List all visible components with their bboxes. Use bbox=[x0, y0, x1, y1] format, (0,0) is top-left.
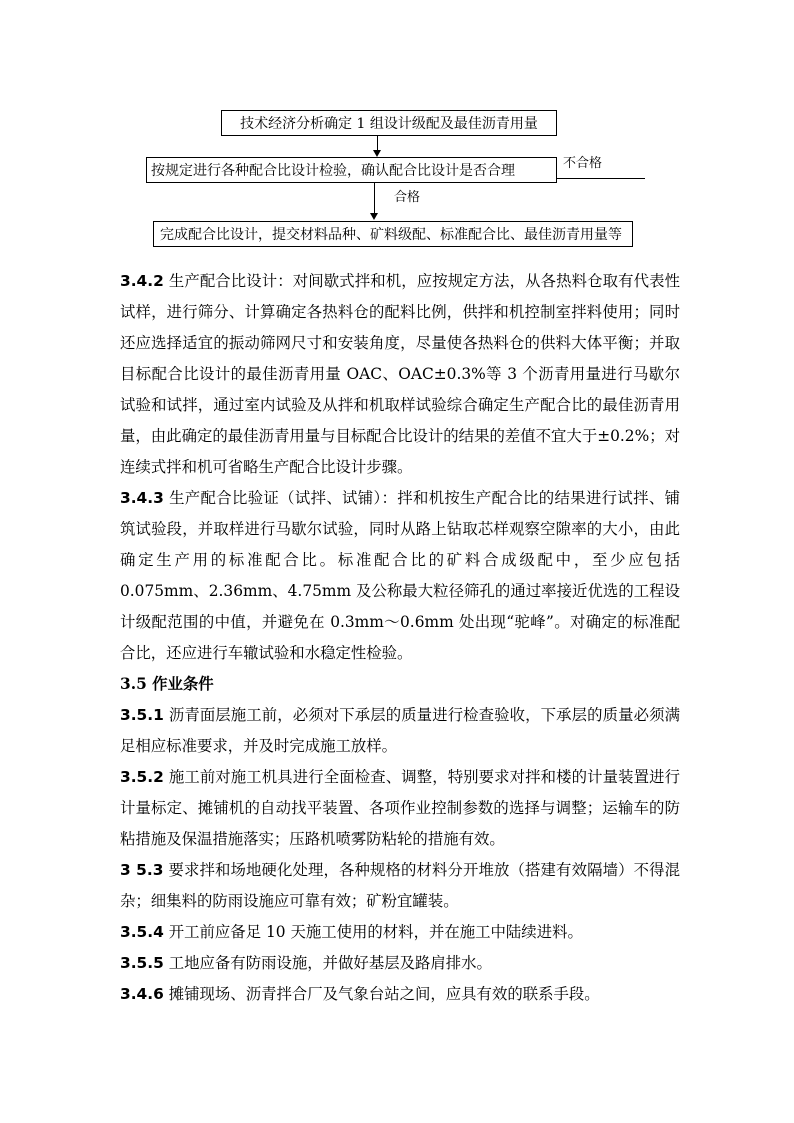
flowchart bbox=[0, 0, 794, 260]
clause-number: 3.5.2 bbox=[120, 768, 164, 786]
section-heading-3-5: 3.5 作业条件 bbox=[120, 675, 214, 693]
clause-3-4-2 bbox=[120, 266, 680, 483]
clause-number: 3.4.3 bbox=[120, 489, 164, 507]
clause-text: 工地应备有防雨设施，并做好基层及路肩排水。 bbox=[168, 954, 492, 972]
clause-text: 生产配合比设计：对间歇式拌和机，应按规定方法，从各热料仓取有代表性试样，进行筛分、计算确定各热料仓的配料比例，供拌和机控制室拌料使用；同时还应选择适宜的振动筛网尺寸和安装角度，尽量使各热料仓的供料大体平衡；并取目标配合比设计的最佳沥青用量 OAC、OAC±0.3%等 3 个沥青用量进行马歇尔试验和试拌，通过室内试验及从拌和机取样试验综合确定生产配合比的最佳沥青用量，由此确定的最佳沥青用量与目标配合比设计的结果的差值不宜大于±0.2%；对连续式拌和机可省略生产配合比设计步骤。 bbox=[120, 272, 680, 476]
clause-number: 3.5.5 bbox=[120, 954, 164, 972]
clause-3-5-1 bbox=[120, 700, 680, 762]
flow-label-fail: 不合格 bbox=[563, 156, 603, 171]
flow-arrow-icon bbox=[373, 150, 381, 157]
clause-3-5-2 bbox=[120, 762, 680, 855]
clause-3-4-3 bbox=[120, 483, 680, 669]
clause-text: 生产配合比验证（试拌、试铺）：拌和机按生产配合比的结果进行试拌、铺筑试验段，并取样进行马歇尔试验，同时从路上钻取芯样观察空隙率的大小，由此确定生产用的标准配合比。标准配合比的矿料合成级配中，至少应包括 0.075mm、2.36mm、4.75mm 及公称最大粒径筛孔的通过率接近优选的工程设计级配范围的中值，并避免在 0.3mm～0.6mm 处出现“驼峰”。对确定的标准配合比，还应进行车辙试验和水稳定性检验。 bbox=[120, 489, 680, 662]
clause-text: 沥青面层施工前，必须对下承层的质量进行检查验收，下承层的质量必须满足相应标准要求，并及时完成施工放样。 bbox=[120, 706, 680, 755]
flow-box-complete-design: 完成配合比设计，提交材料品种、矿料级配、标准配合比、最佳沥青用量等 bbox=[153, 221, 633, 247]
document-body bbox=[120, 266, 680, 1010]
clause-number: 3.4.6 bbox=[120, 985, 164, 1003]
flow-box-mix-verification: 按规定进行各种配合比设计检验，确认配合比设计是否合理 bbox=[146, 157, 557, 183]
flow-connector bbox=[377, 136, 378, 150]
flow-arrow-icon bbox=[370, 213, 378, 220]
clause-3-5-5 bbox=[120, 948, 680, 979]
flow-box-design-gradation: 技术经济分析确定 1 组设计级配及最佳沥青用量 bbox=[221, 110, 557, 136]
clause-number: 3.4.2 bbox=[120, 272, 164, 290]
clause-number: 3.5.1 bbox=[120, 706, 164, 724]
flow-label-pass: 合格 bbox=[394, 190, 421, 205]
clause-text: 摊铺现场、沥青拌合厂及气象台站之间，应具有效的联系手段。 bbox=[168, 985, 600, 1003]
clause-text: 施工前对施工机具进行全面检查、调整，特别要求对拌和楼的计量装置进行计量标定、摊铺机的自动找平装置、各项作业控制参数的选择与调整；运输车的防粘措施及保温措施落实；压路机喷雾防粘轮的措施有效。 bbox=[120, 768, 680, 848]
flow-fail-line bbox=[557, 178, 645, 179]
clause-text: 开工前应备足 10 天施工使用的材料，并在施工中陆续进料。 bbox=[168, 923, 583, 941]
clause-text: 要求拌和场地硬化处理，各种规格的材料分开堆放（搭建有效隔墙）不得混杂；细集料的防雨设施应可靠有效；矿粉宜罐装。 bbox=[120, 861, 680, 910]
clause-3-4-6 bbox=[120, 979, 680, 1010]
flow-connector bbox=[374, 183, 375, 214]
clause-3-5-4 bbox=[120, 917, 680, 948]
clause-number: 3 5.3 bbox=[120, 861, 164, 879]
clause-3-5-3 bbox=[120, 855, 680, 917]
clause-number: 3.5.4 bbox=[120, 923, 164, 941]
